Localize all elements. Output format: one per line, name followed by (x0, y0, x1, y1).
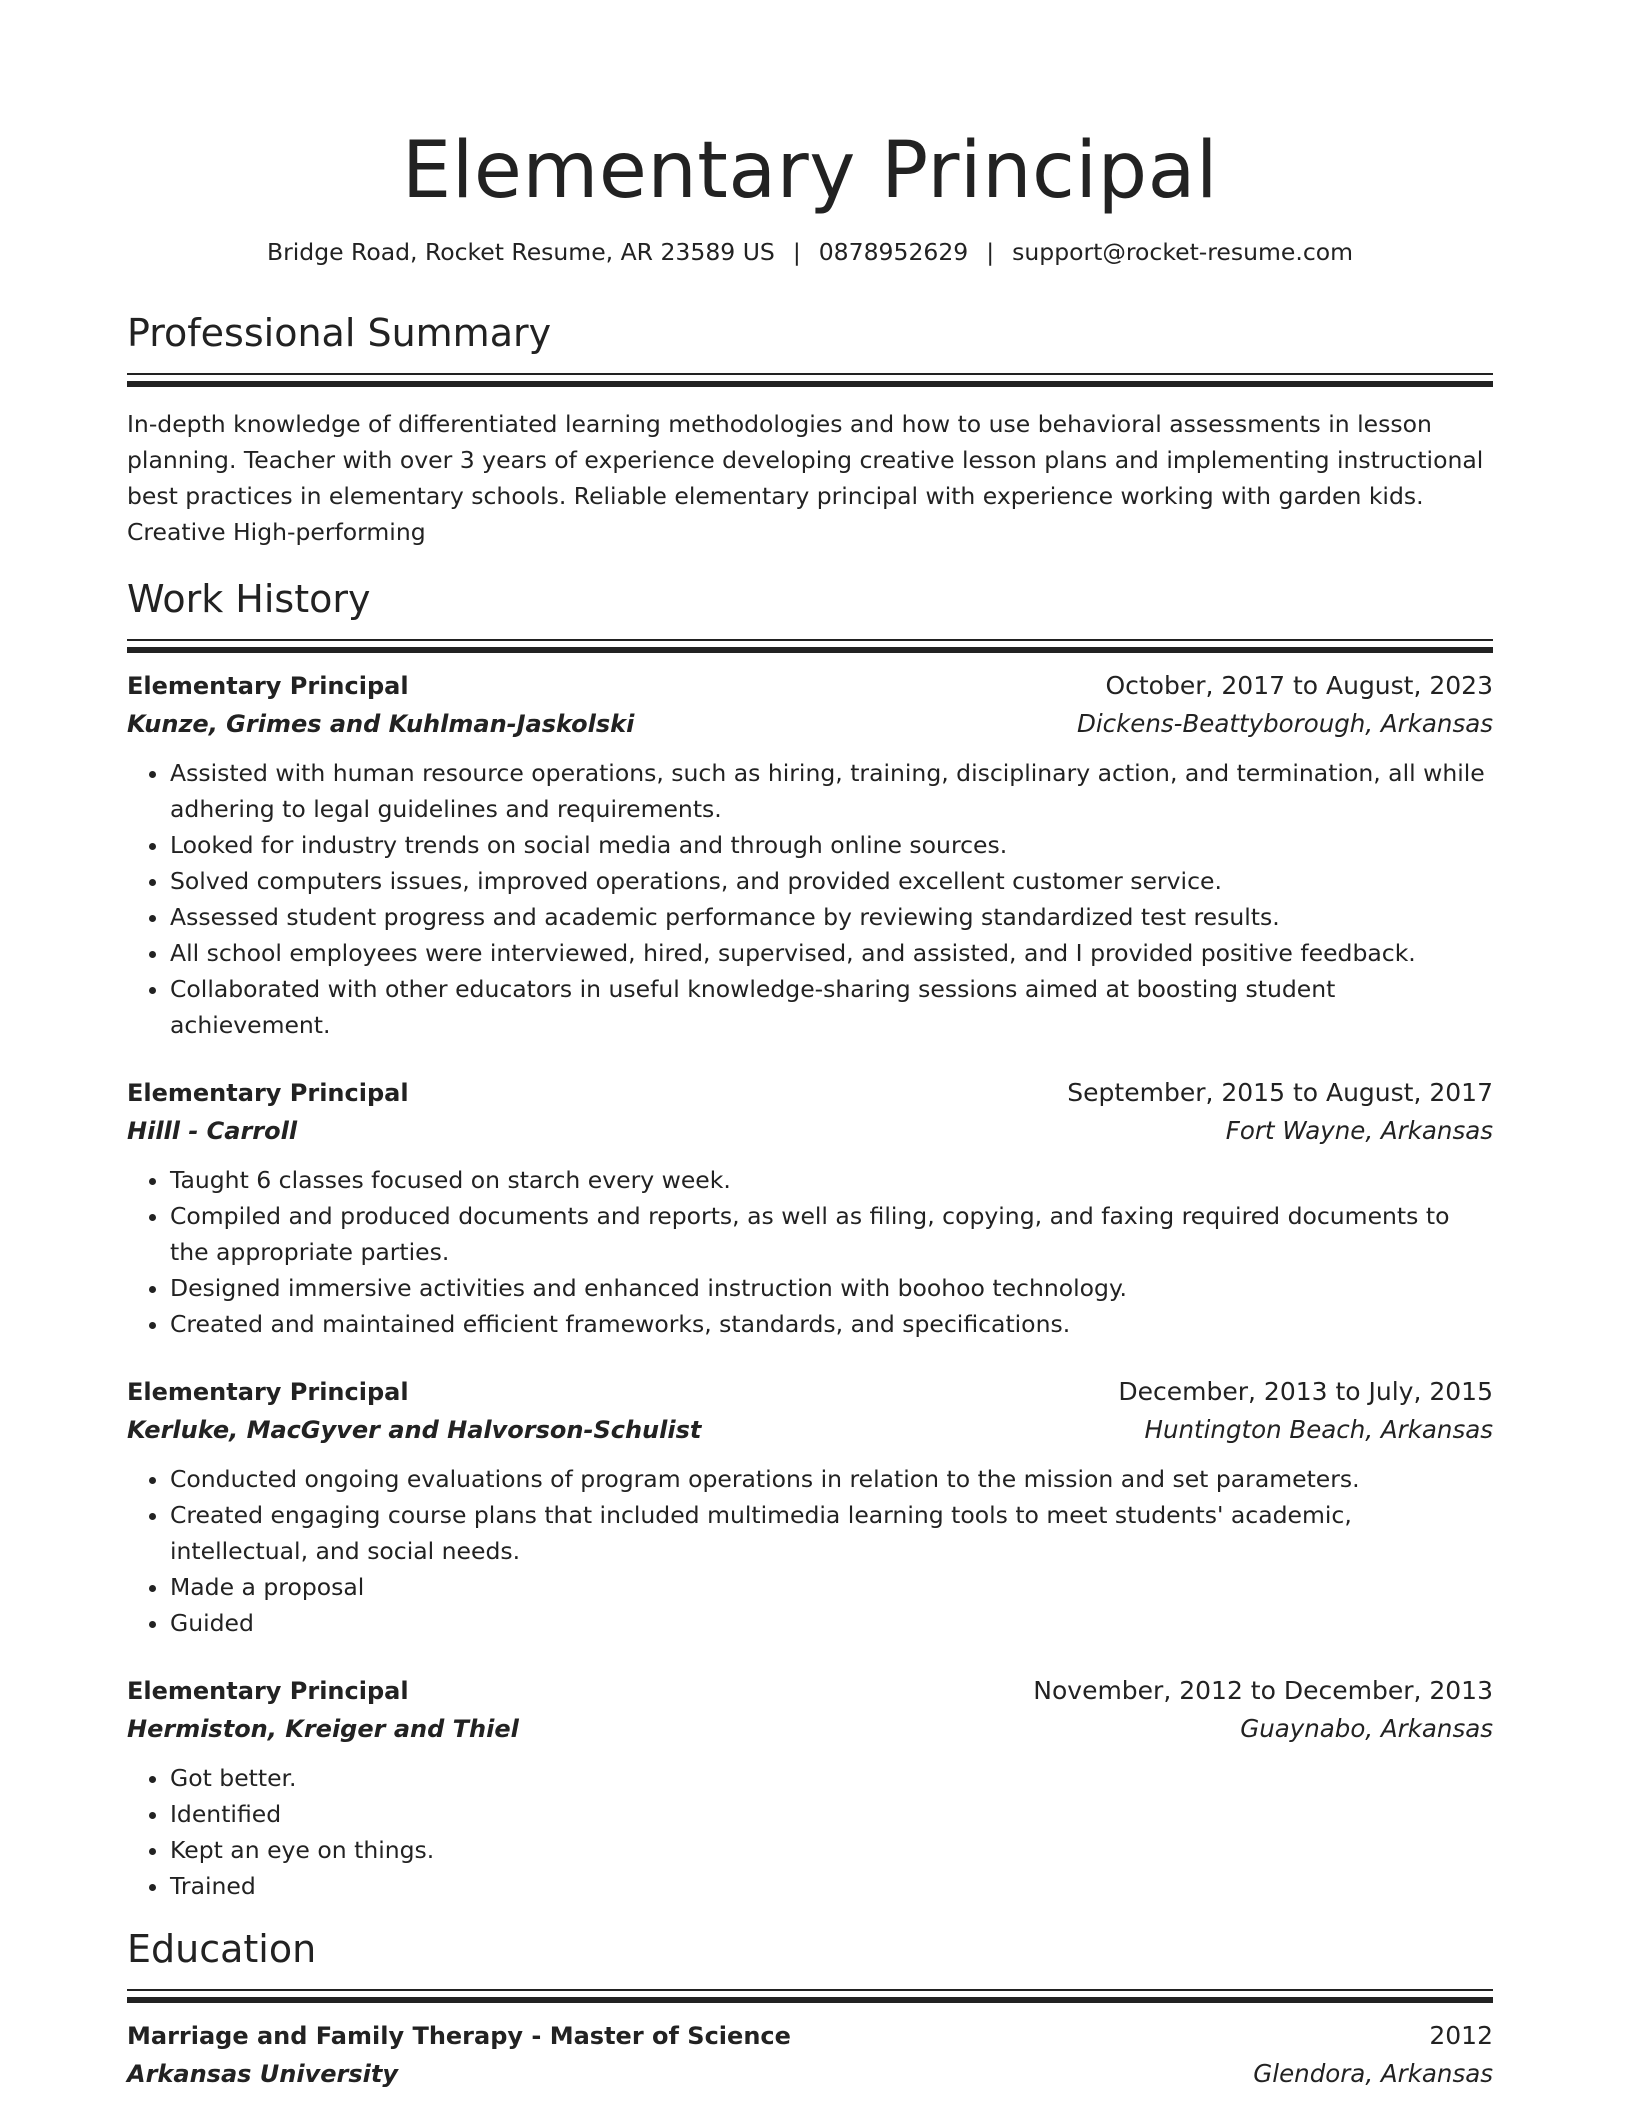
work-history-section (127, 576, 1493, 1904)
job-bullets (127, 1760, 1493, 1904)
job-bullet: • Got better. (170, 1760, 1493, 1796)
job-title: Elementary Principal (127, 1378, 409, 1406)
job-entry (127, 667, 1493, 1043)
job-entry (127, 1672, 1493, 1904)
education-section (127, 1926, 1493, 2093)
job-company: Kerluke, MacGyver and Halvorson-Schulist (127, 1416, 702, 1444)
job-bullet: • Designed immersive activities and enhanced instruction with boohoo technology. (170, 1270, 1493, 1306)
job-title: Elementary Principal (127, 1677, 409, 1705)
job-bullet: • Trained (170, 1868, 1493, 1904)
summary-section (127, 310, 1493, 550)
job-bullet: • Made a proposal (170, 1569, 1493, 1605)
job-company: Hilll - Carroll (127, 1117, 298, 1145)
education-year: 2012 (1429, 2021, 1493, 2050)
contact-address: Bridge Road, Rocket Resume, AR 23589 US (266, 238, 775, 266)
job-location: Huntington Beach, Arkansas (1144, 1415, 1493, 1444)
job-entry (127, 1373, 1493, 1641)
contact-separator: | (986, 238, 995, 266)
job-title: Elementary Principal (127, 1079, 409, 1107)
resume-title: Elementary Principal (401, 126, 1219, 216)
job-bullet: • Taught 6 classes focused on starch every week. (170, 1162, 1493, 1198)
contact-separator: | (792, 238, 801, 266)
job-bullet: • Kept an eye on things. (170, 1832, 1493, 1868)
contact-email: support@rocket-resume.com (1012, 238, 1354, 266)
job-dates: November, 2012 to December, 2013 (1033, 1676, 1493, 1705)
job-bullet: • Compiled and produced documents and reports, as well as filing, copying, and faxing required documents to the appropriate parties. (170, 1198, 1493, 1270)
job-dates: October, 2017 to August, 2023 (1105, 671, 1493, 700)
job-title: Elementary Principal (127, 672, 409, 700)
summary-text: In-depth knowledge of differentiated learning methodologies and how to use behavioral assessments in lesson planning. Teacher with over 3 years of experience developing creative lesson plans and implementing instructional best practices in elementary schools. Reliable elementary principal with experience working with garden kids. Creative High-performing (127, 410, 1484, 546)
resume-page (127, 0, 1493, 2093)
summary-heading: Professional Summary (127, 311, 552, 355)
contact-line (127, 236, 1493, 268)
job-bullet: • Solved computers issues, improved operations, and provided excellent customer service. (170, 863, 1493, 899)
job-bullet: • Identified (170, 1796, 1493, 1832)
education-heading: Education (127, 1927, 317, 1971)
job-bullet: • Collaborated with other educators in useful knowledge-sharing sessions aimed at boosting student achievement. (170, 971, 1493, 1043)
job-dates: December, 2013 to July, 2015 (1118, 1377, 1493, 1406)
job-company: Hermiston, Kreiger and Thiel (127, 1715, 519, 1743)
job-location: Guaynabo, Arkansas (1240, 1714, 1493, 1743)
job-bullet: • Conducted ongoing evaluations of program operations in relation to the mission and set parameters. (170, 1461, 1493, 1497)
section-divider (127, 373, 1493, 387)
education-degree: Marriage and Family Therapy - Master of Science (127, 2022, 791, 2050)
work-history-heading: Work History (127, 577, 371, 621)
job-bullets (127, 755, 1493, 1043)
job-dates: September, 2015 to August, 2017 (1067, 1078, 1493, 1107)
job-bullet: • Created engaging course plans that included multimedia learning tools to meet students' academic, intellectual, and social needs. (170, 1497, 1493, 1569)
job-bullet: • Assessed student progress and academic performance by reviewing standardized test results. (170, 899, 1493, 935)
job-bullets (127, 1461, 1493, 1641)
job-bullet: • Looked for industry trends on social media and through online sources. (170, 827, 1493, 863)
section-divider (127, 639, 1493, 653)
job-bullet: • Created and maintained efficient frameworks, standards, and specifications. (170, 1306, 1493, 1342)
education-location: Glendora, Arkansas (1253, 2059, 1493, 2088)
job-location: Fort Wayne, Arkansas (1225, 1116, 1493, 1145)
job-location: Dickens-Beattyborough, Arkansas (1076, 709, 1493, 738)
job-company: Kunze, Grimes and Kuhlman-Jaskolski (127, 710, 635, 738)
job-entry (127, 1074, 1493, 1342)
education-entry (127, 2017, 1493, 2093)
contact-phone: 0878952629 (818, 238, 969, 266)
job-bullet: • Guided (170, 1605, 1493, 1641)
job-bullets (127, 1162, 1493, 1342)
education-school: Arkansas University (127, 2060, 398, 2088)
section-divider (127, 1989, 1493, 2003)
job-bullet: • Assisted with human resource operations, such as hiring, training, disciplinary action, and termination, all while adhering to legal guidelines and requirements. (170, 755, 1493, 827)
job-bullet: • All school employees were interviewed, hired, supervised, and assisted, and I provided positive feedback. (170, 935, 1493, 971)
